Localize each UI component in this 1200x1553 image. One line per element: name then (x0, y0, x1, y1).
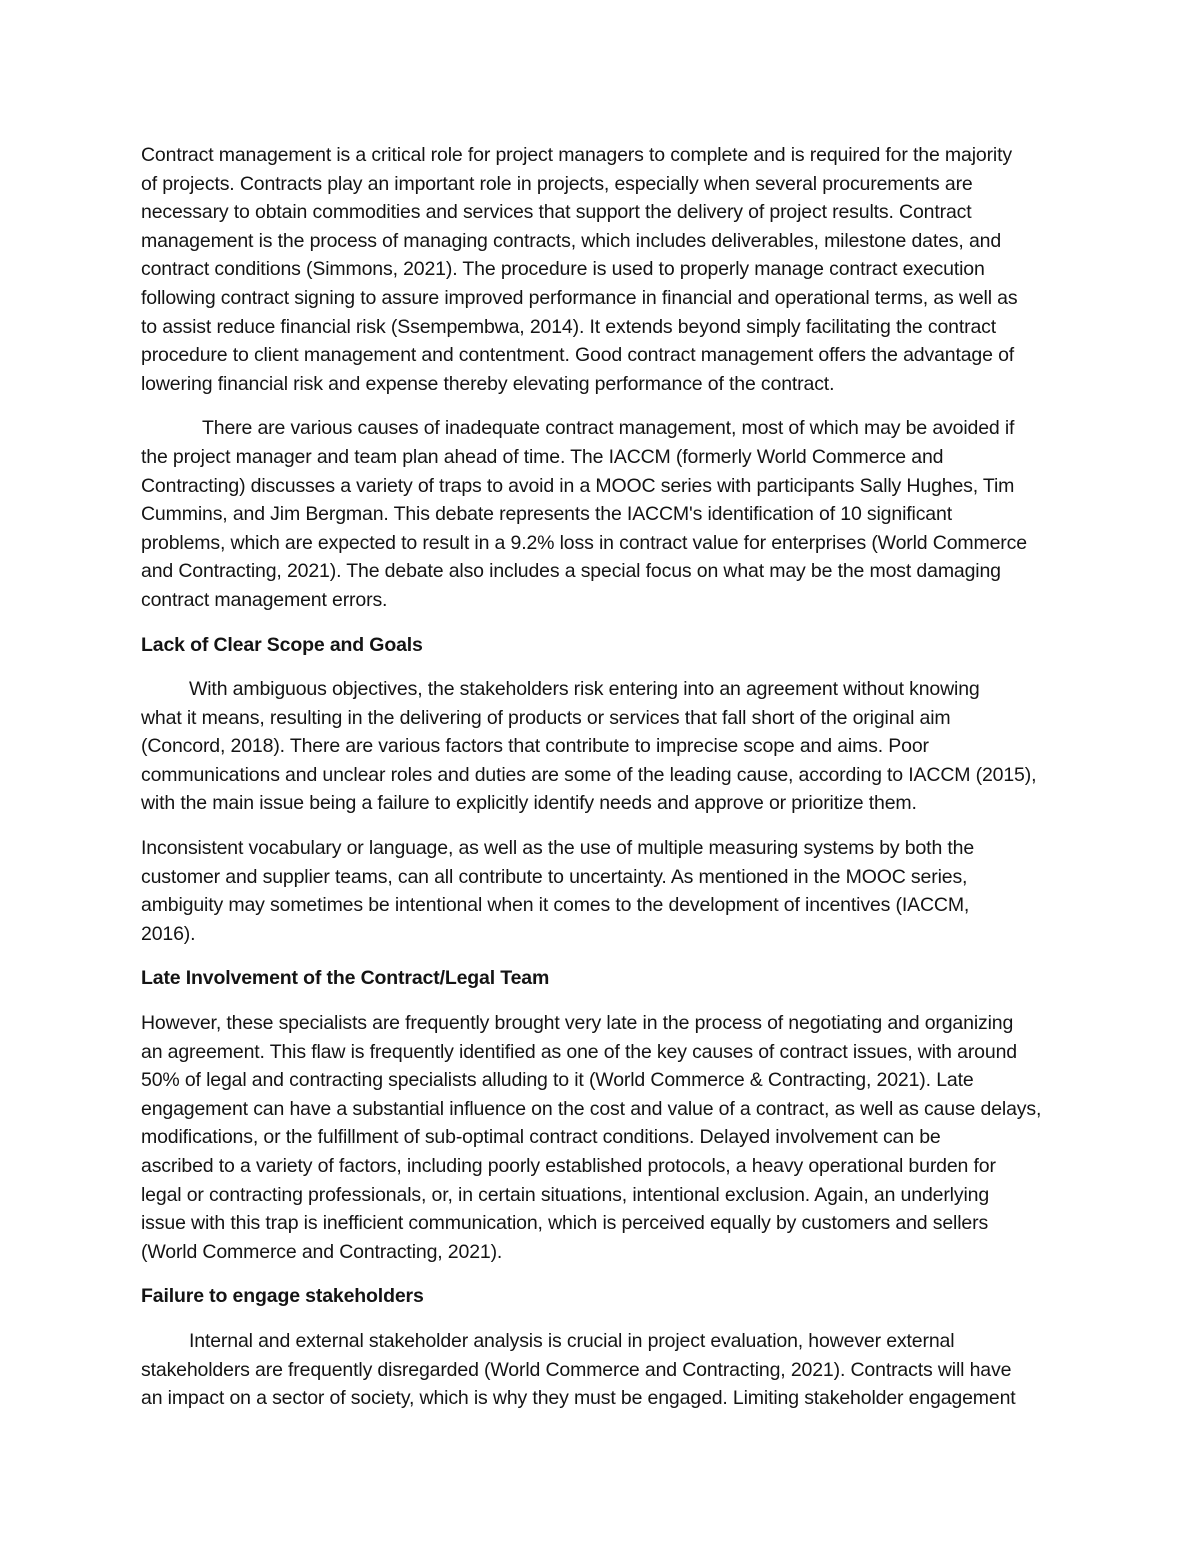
section-heading (141, 631, 1061, 660)
paragraph-line: ascribed to a variety of factors, including poorly established protocols, a heavy operational burden for (141, 1155, 996, 1177)
paragraph-line: issue with this trap is inefficient communication, which is perceived equally by customers and sellers (141, 1212, 989, 1235)
paragraph-line: However, these specialists are frequently brought very late in the process of negotiating and organizing (141, 1012, 1014, 1035)
heading-text: Lack of Clear Scope and Goals (141, 633, 423, 656)
body-paragraph (141, 414, 1061, 614)
paragraph-line: management is the process of managing contracts, which includes deliverables, milestone dates, and (141, 229, 1002, 252)
body-paragraph (141, 1327, 1061, 1413)
paragraph-line: ambiguity may sometimes be intentional when it comes to the development of incentives (IACCM, (141, 894, 970, 917)
document-body (141, 141, 1061, 1429)
paragraph-line: contract conditions (Simmons, 2021). The procedure is used to properly manage contract execution (141, 258, 985, 281)
paragraph-line: (World Commerce and Contracting, 2021). (141, 1240, 503, 1263)
paragraph-line: problems, which are expected to result in a 9.2% loss in contract value for enterprises (World Commerce (141, 531, 1027, 554)
paragraph-line: Contract management is a critical role for project managers to complete and is required for the majority (141, 144, 1012, 166)
paragraph-line: necessary to obtain commodities and services that support the delivery of project results. Contract (141, 201, 972, 224)
section-heading (141, 1282, 1061, 1311)
paragraph-line: engagement can have a substantial influence on the cost and value of a contract, as well as cause delays, (141, 1097, 1042, 1120)
heading-text: Failure to engage stakeholders (141, 1285, 424, 1308)
paragraph-line: customer and supplier teams, can all contribute to uncertainty. As mentioned in the MOOC series, (141, 865, 968, 888)
body-paragraph (141, 1009, 1061, 1266)
paragraph-line: Inconsistent vocabulary or language, as well as the use of multiple measuring systems by both the (141, 837, 975, 860)
paragraph-line: with the main issue being a failure to explicitly identify needs and approve or prioritize them. (141, 792, 917, 815)
heading-text: Late Involvement of the Contract/Legal Team (141, 967, 550, 990)
paragraph-line: and Contracting, 2021). The debate also includes a special focus on what may be the most damaging (141, 560, 1001, 583)
paragraph-line: following contract signing to assure improved performance in financial and operational terms, as well as (141, 286, 1018, 309)
paragraph-line: With ambiguous objectives, the stakeholders risk entering into an agreement without knowing (189, 678, 980, 701)
paragraph-line: an impact on a sector of society, which is why they must be engaged. Limiting stakeholder engagement (141, 1387, 1016, 1410)
paragraph-line: communications and unclear roles and duties are some of the leading cause, according to IACCM (2015), (141, 763, 1037, 786)
paragraph-line: stakeholders are frequently disregarded (World Commerce and Contracting, 2021). Contracts will have (141, 1358, 1012, 1381)
paragraph-line: an agreement. This flaw is frequently identified as one of the key causes of contract issues, with around (141, 1040, 1017, 1063)
paragraph-line: Cummins, and Jim Bergman. This debate represents the IACCM's identification of 10 significant (141, 503, 952, 526)
paragraph-line: the project manager and team plan ahead of time. The IACCM (formerly World Commerce and (141, 445, 944, 468)
paragraph-line: modifications, or the fulfillment of sub-optimal contract conditions. Delayed involvement can be (141, 1126, 941, 1149)
paragraph-line: There are various causes of inadequate contract management, most of which may be avoided if (202, 417, 1015, 440)
section-heading (141, 964, 1061, 993)
paragraph-line: Contracting) discusses a variety of traps to avoid in a MOOC series with participants Sally Hughes, Tim (141, 474, 1015, 497)
paragraph-line: Internal and external stakeholder analysis is crucial in project evaluation, however external (189, 1329, 955, 1352)
paragraph-line: legal or contracting professionals, or, in certain situations, intentional exclusion. Again, an underlying (141, 1183, 990, 1206)
paragraph-line: of projects. Contracts play an important role in projects, especially when several procurements are (141, 172, 973, 195)
paragraph-line: procedure to client management and contentment. Good contract management offers the advantage of (141, 344, 1015, 367)
paragraph-line: 50% of legal and contracting specialists alluding to it (World Commerce & Contracting, 2021). Late (141, 1069, 974, 1092)
paragraph-line: (Concord, 2018). There are various factors that contribute to imprecise scope and aims. Poor (141, 735, 929, 758)
body-paragraph (141, 141, 1061, 398)
paragraph-line: lowering financial risk and expense thereby elevating performance of the contract. (141, 372, 835, 395)
body-paragraph (141, 834, 1061, 948)
body-paragraph (141, 675, 1061, 818)
paragraph-line: what it means, resulting in the delivering of products or services that fall short of the original aim (141, 706, 951, 729)
paragraph-line: contract management errors. (141, 588, 388, 611)
paragraph-line: to assist reduce financial risk (Ssempembwa, 2014). It extends beyond simply facilitating the contract (141, 315, 997, 338)
paragraph-line: 2016). (141, 922, 196, 945)
